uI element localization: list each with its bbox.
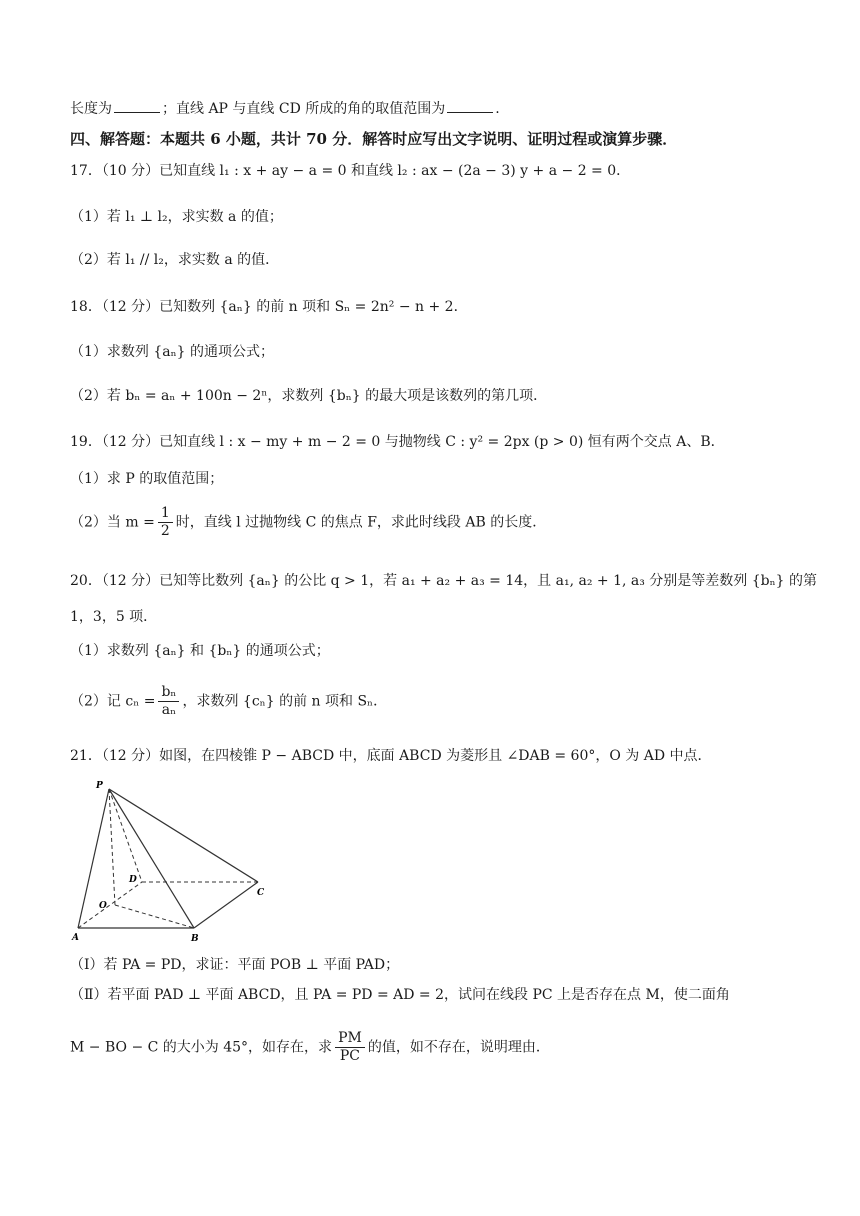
answer-blank-1	[114, 98, 160, 113]
pyramid-diagram	[68, 774, 278, 944]
q17-part1: （1）若 l₁ ⊥ l₂，求实数 a 的值；	[70, 209, 283, 225]
q21-part1: （Ⅰ）若 PA = PD，求证：平面 POB ⊥ 平面 PAD；	[70, 957, 400, 973]
q19-stem: 19．（12 分）已知直线 l : x − my + m − 2 = 0 与抛物线 C : y² = 2px (p > 0) 恒有两个交点 A、B．	[70, 434, 725, 450]
label-A: A	[72, 933, 79, 943]
answer-blank-2	[447, 98, 493, 113]
label-B: B	[191, 934, 199, 944]
q16-text-3: .	[495, 101, 500, 117]
q18-part1: （1）求数列 {aₙ} 的通项公式；	[70, 344, 275, 360]
q18-stem: 18．（12 分）已知数列 {aₙ} 的前 n 项和 Sₙ = 2n² − n + 2．	[70, 299, 468, 315]
q16-tail	[70, 98, 500, 119]
q18-part2: （2）若 bₙ = aₙ + 100n − 2ⁿ，求数列 {bₙ} 的最大项是该数列的第几项．	[70, 388, 548, 404]
q20-stem-cont: 1，3，5 项．	[70, 609, 158, 625]
edge-AD	[78, 882, 142, 928]
fraction-pm-pc: $\frac{PM}{PC}$	[335, 1030, 365, 1065]
label-D: D	[129, 875, 137, 885]
label-P: P	[96, 781, 103, 791]
q17-stem: 17．（10 分）已知直线 l₁ : x + ay − a = 0 和直线 l₂ : ax − (2a − 3) y + a − 2 = 0．	[70, 163, 631, 179]
q16-text-1: 长度为	[70, 101, 112, 117]
fraction-bn-an: $\frac{\text{bₙ}}{\text{aₙ}}$	[158, 684, 179, 719]
edge-PO	[109, 789, 115, 905]
q16-text-2: ；直线 AP 与直线 CD 所成的角的取值范围为	[162, 101, 446, 117]
fraction-half: $\frac{1}{2}$	[158, 505, 173, 540]
edge-PC	[109, 789, 258, 882]
q21-stem: 21．（12 分）如图，在四棱锥 P − ABCD 中，底面 ABCD 为菱形且 ∠DAB = 60°，O 为 AD 中点．	[70, 748, 712, 764]
q19-part2: （2）当 m = $\frac{1}{2}$ 时，直线 l 过抛物线 C 的焦点 F，求此时线段 AB 的长度．	[70, 505, 547, 539]
q20-stem: 20．（12 分）已知等比数列 {aₙ} 的公比 q > 1，若 a₁ + a₂ + a₃ = 14，且 a₁, a₂ + 1, a₃ 分别是等差数列 {bₙ} 的第	[70, 573, 818, 589]
q21-part3: M − BO − C 的大小为 45°，如存在，求 $\frac{PM}{PC}$ 的值，如不存在，说明理由．	[70, 1030, 550, 1064]
q21-part2: （Ⅱ）若平面 PAD ⊥ 平面 ABCD，且 PA = PD = AD = 2，试问在线段 PC 上是否存在点 M，使二面角	[70, 987, 730, 1003]
section-title: 四、解答题：本题共 6 小题，共计 70 分．解答时应写出文字说明、证明过程或演算步骤．	[70, 130, 678, 148]
q19-part1: （1）求 P 的取值范围；	[70, 471, 224, 487]
edge-BC	[194, 882, 258, 928]
pyramid-figure	[68, 774, 278, 944]
label-O: O	[99, 901, 107, 911]
q17-part2: （2）若 l₁ // l₂，求实数 a 的值．	[70, 252, 280, 268]
q20-part2: （2）记 cₙ = $\frac{\text{bₙ}}{\text{aₙ}}$ ，求数列 {cₙ} 的前 n 项和 Sₙ．	[70, 684, 388, 718]
q20-part1: （1）求数列 {aₙ} 和 {bₙ} 的通项公式；	[70, 643, 330, 659]
label-C: C	[257, 888, 265, 898]
